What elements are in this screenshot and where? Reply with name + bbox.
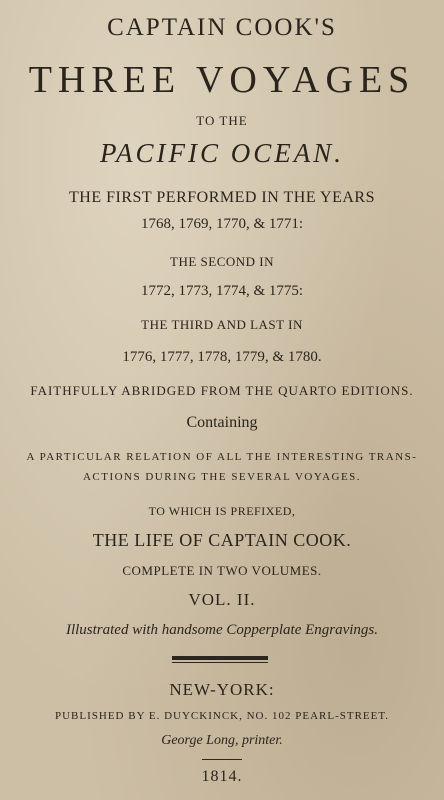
relation-line-1: A PARTICULAR RELATION OF ALL THE INTERESTING TRANS- (26, 451, 418, 463)
containing-label: Containing (186, 414, 258, 431)
illustration-note: Illustrated with handsome Copperplate Engravings. (65, 622, 379, 638)
life-heading: THE LIFE OF CAPTAIN COOK. (92, 530, 352, 550)
third-voyage-years: 1776, 1777, 1778, 1779, & 1780. (122, 349, 322, 365)
decorative-double-rule (172, 656, 268, 664)
book-title: THREE VOYAGES (28, 59, 416, 101)
second-voyage-label: THE SECOND IN (170, 254, 274, 269)
third-voyage-label: THE THIRD AND LAST IN (141, 317, 303, 332)
publication-place: NEW-YORK: (169, 680, 275, 699)
short-rule (202, 759, 242, 760)
first-voyage-label: THE FIRST PERFORMED IN THE YEARS (69, 189, 375, 206)
relation-line-2: ACTIONS DURING THE SEVERAL VOYAGES. (82, 471, 362, 483)
volume-number: VOL. II. (188, 590, 256, 609)
title-connector: TO THE (196, 113, 248, 128)
thin-rule (172, 662, 268, 663)
volumes-note: COMPLETE IN TWO VOLUMES. (122, 563, 322, 578)
author-heading: CAPTAIN COOK'S (107, 14, 337, 41)
title-destination: PACIFIC OCEAN. (100, 138, 344, 168)
printer-line: George Long, printer. (161, 733, 283, 748)
publication-date: 1814. (201, 768, 243, 785)
first-voyage-years: 1768, 1769, 1770, & 1771: (140, 216, 304, 232)
prefixed-label: TO WHICH IS PREFIXED, (148, 504, 296, 518)
abridgement-note: FAITHFULLY ABRIDGED FROM THE QUARTO EDITIONS. (30, 383, 414, 398)
thick-rule (172, 656, 268, 660)
second-voyage-years: 1772, 1773, 1774, & 1775: (140, 283, 304, 299)
publisher-line: PUBLISHED BY E. DUYCKINCK, NO. 102 PEARL-STREET. (55, 710, 389, 722)
